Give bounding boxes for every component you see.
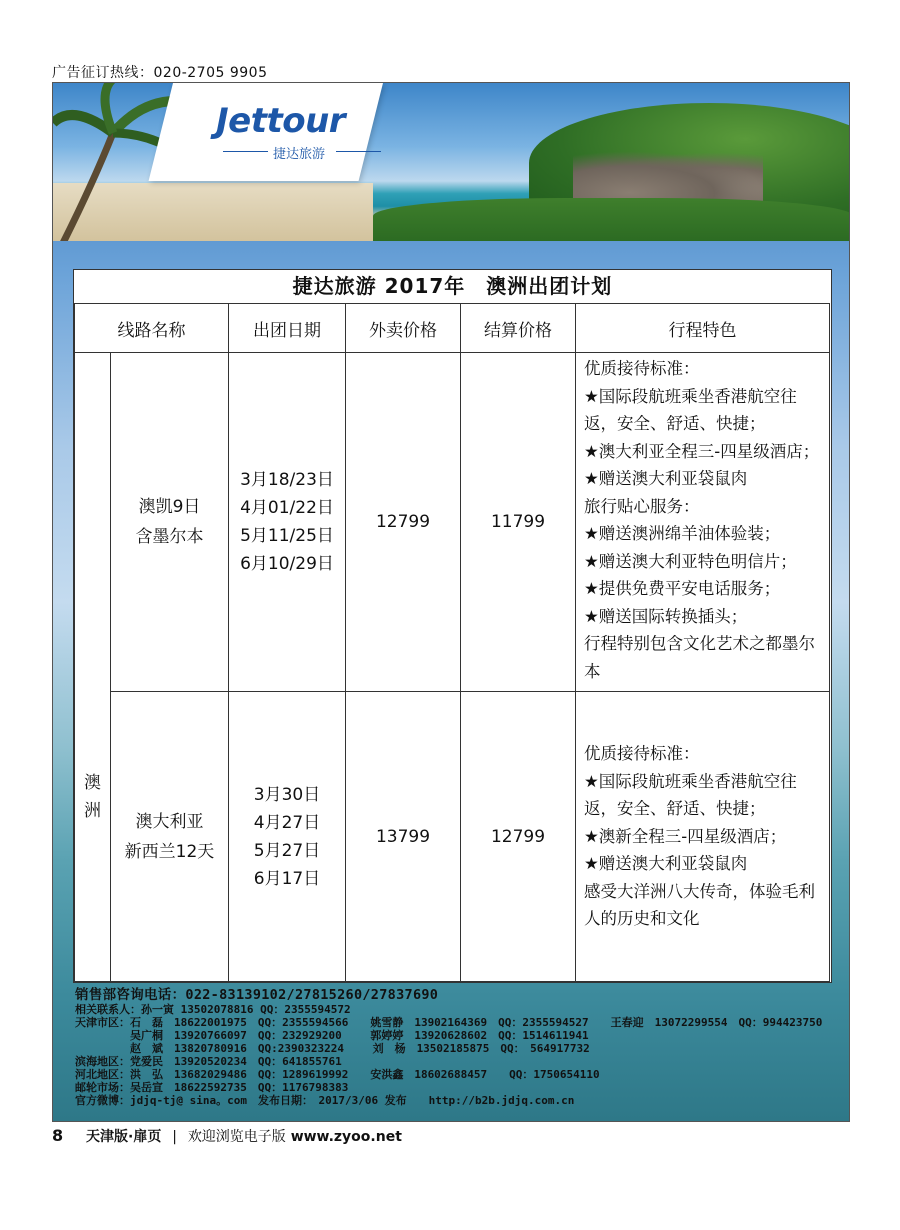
- feature-line: ★赠送澳洲绵羊油体验装；: [584, 524, 781, 543]
- retail-price-cell: 13799: [346, 692, 461, 982]
- feature-line: ★澳大利亚全程三-四星级酒店；: [584, 441, 820, 461]
- feature-line: ★赠送澳大利亚袋鼠肉: [584, 854, 748, 874]
- header-route-name: 线路名称: [75, 304, 229, 353]
- brand-logo: Jettour: [216, 101, 346, 141]
- feature-line: ★提供免费平安电话服务；: [584, 579, 781, 598]
- footer-separator: |: [172, 1129, 177, 1145]
- feature-line: 行程特别包含文化艺术之都墨尔本: [584, 634, 815, 681]
- header-itinerary-features: 行程特色: [576, 304, 830, 353]
- ad-hotline: 广告征订热线：020-2705 9905: [52, 65, 268, 81]
- region-cell: 澳 洲: [75, 353, 111, 982]
- contact-line: 天津市区：石 磊 18622001975 QQ：2355594566 姚雪静 13902164369 QQ：2355594527 王春迎 13072299554 QQ：994423750: [75, 1016, 823, 1029]
- itinerary-features-cell: [576, 353, 830, 692]
- feature-line: ★赠送澳大利亚特色明信片；: [584, 551, 797, 571]
- edition-label: 天津版·扉页: [86, 1129, 162, 1145]
- page-footer: [52, 1126, 402, 1146]
- brand-logo-subtitle: 捷达旅游: [273, 147, 326, 162]
- feature-line: ★赠送澳大利亚袋鼠肉: [584, 469, 748, 488]
- retail-price-cell: 12799: [346, 353, 461, 692]
- table-row: [75, 353, 830, 692]
- feature-line: ★赠送国际转换插头；: [584, 606, 748, 626]
- tour-plan-table: [74, 303, 830, 982]
- banner-image: [53, 83, 849, 241]
- departure-dates-cell: 3月30日 4月27日 5月27日 6月17日: [229, 692, 346, 982]
- feature-line: 感受大洋洲八大传奇，体验毛利人的历史和文化: [584, 881, 815, 929]
- feature-line: ★国际段航班乘坐香港航空往返，安全、舒适、快捷；: [584, 386, 797, 433]
- tour-plan-panel: [73, 269, 832, 983]
- feature-line: ★澳新全程三-四星级酒店；: [584, 826, 787, 846]
- table-row: [75, 692, 830, 982]
- route-name-cell: 澳大利亚 新西兰12天: [111, 692, 229, 982]
- table-header-row: [75, 304, 830, 353]
- website-link[interactable]: www.zyoo.net: [290, 1129, 402, 1145]
- settlement-price-cell: 11799: [461, 353, 576, 692]
- contact-line: 邮轮市场：吴岳宣 18622592735 QQ：1176798383: [75, 1081, 349, 1094]
- feature-line: ★国际段航班乘坐香港航空往返，安全、舒适、快捷；: [584, 771, 797, 819]
- header-retail-price: 外卖价格: [346, 304, 461, 353]
- welcome-text: 欢迎浏览电子版: [187, 1129, 286, 1145]
- contact-line: 滨海地区：党爱民 13920520234 QQ：641855761: [75, 1055, 342, 1068]
- foreground-greenery: [373, 198, 849, 241]
- contact-line: 官方微博：jdjq-tj@ sina。com 发布日期： 2017/3/06 发布 http://b2b.jdjq.com.cn: [75, 1094, 575, 1107]
- contact-line: 相关联系人：孙一寅 13502078816 QQ：2355594572: [75, 1003, 351, 1016]
- feature-line: 优质接待标准：: [584, 744, 700, 764]
- contact-line: 河北地区：洪 弘 13682029486 QQ：1289619992 安洪鑫 18602688457 QQ：1750654110: [75, 1068, 600, 1081]
- contact-line: 吴广桐 13920766097 QQ：232929200 郭婷婷 13920628602 QQ：1514611941: [75, 1029, 589, 1042]
- feature-line: 优质接待标准：: [584, 359, 700, 378]
- settlement-price-cell: 12799: [461, 692, 576, 982]
- departure-dates-cell: 3月18/23日 4月01/22日 5月11/25日 6月10/29日: [229, 353, 346, 692]
- header-departure-dates: 出团日期: [229, 304, 346, 353]
- itinerary-features-cell: [576, 692, 830, 982]
- route-name-cell: 澳凯9日 含墨尔本: [111, 353, 229, 692]
- page-title: 捷达旅游 2017年 澳洲出团计划: [292, 274, 613, 298]
- advert-frame: [52, 82, 850, 1122]
- header-settlement-price: 结算价格: [461, 304, 576, 353]
- feature-line: 旅行贴心服务：: [584, 496, 700, 516]
- page-number: 8: [52, 1126, 64, 1145]
- sales-phone: 销售部咨询电话：022-83139102/27815260/27837690: [75, 987, 439, 1003]
- contact-line: 赵 斌 13820780916 QQ:2390323224 刘 杨 13502185875 QQ： 564917732: [75, 1042, 590, 1055]
